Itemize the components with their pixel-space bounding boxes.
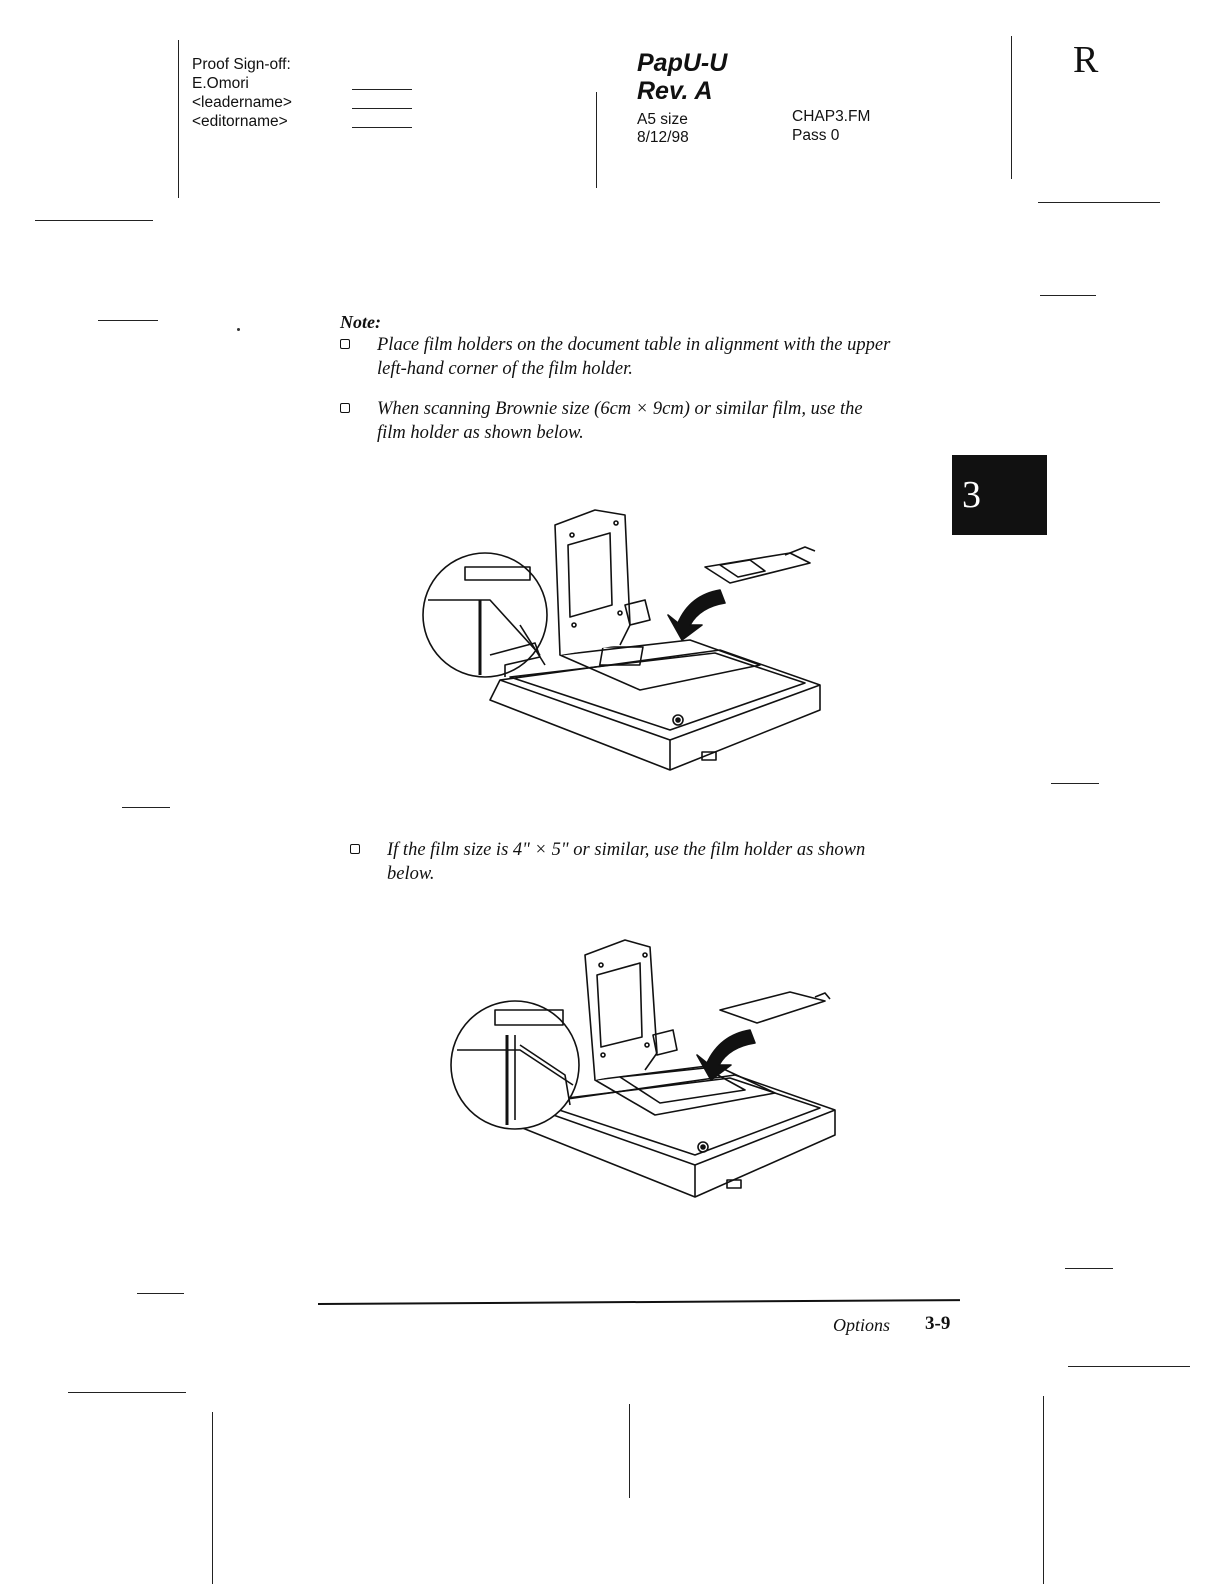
checkbox-bullet-icon (350, 844, 360, 854)
crop-mark (1065, 1268, 1113, 1269)
signature-line (352, 108, 412, 109)
note-item (350, 838, 950, 888)
crop-mark (596, 92, 597, 188)
note-item-line: left-hand corner of the film holder. (377, 359, 633, 379)
note-item-line: film holder as shown below. (377, 423, 584, 443)
footer-rule (318, 1299, 960, 1305)
doc-title-line1: PapU-U (637, 49, 728, 77)
page-number: 3-9 (925, 1313, 951, 1334)
proof-signoff-block (192, 55, 292, 131)
signature-line (352, 89, 412, 90)
signoff-name: <leadername> (192, 94, 292, 111)
note-item-line: below. (387, 864, 435, 884)
right-page-mark: R (1073, 39, 1099, 81)
note-item (340, 397, 940, 447)
signature-line (352, 127, 412, 128)
note-item-line: When scanning Brownie size (6cm × 9cm) or similar film, use the (377, 399, 863, 419)
doc-title-line2: Rev. A (637, 77, 713, 105)
doc-size: A5 size (637, 111, 688, 128)
crop-mark (629, 1404, 630, 1498)
note-title: Note: (340, 312, 381, 332)
crop-mark (1011, 36, 1012, 179)
footer-section: Options (833, 1315, 891, 1335)
note-item-line: Place film holders on the document table in alignment with the upper (377, 335, 891, 355)
crop-mark (178, 40, 179, 198)
scanner-4x5-film-holder-illustration (445, 935, 845, 1205)
note-item-line: If the film size is 4" × 5" or similar, use the film holder as shown (387, 840, 866, 860)
note-item (340, 333, 940, 383)
crop-mark (137, 1293, 184, 1294)
crop-mark (1040, 295, 1096, 296)
doc-title (637, 49, 727, 105)
checkbox-bullet-icon (340, 403, 350, 413)
crop-mark (1068, 1366, 1190, 1367)
scanner-brownie-film-holder-illustration (420, 505, 840, 780)
doc-file: CHAP3.FM (792, 108, 871, 125)
chapter-tab: 3 (952, 455, 1047, 535)
crop-mark (212, 1412, 213, 1584)
signoff-title: Proof Sign-off: (192, 56, 291, 73)
crop-mark (98, 320, 158, 321)
crop-mark (68, 1392, 186, 1393)
signoff-name: E.Omori (192, 75, 249, 92)
crop-mark (1051, 783, 1099, 784)
doc-date: 8/12/98 (637, 129, 689, 146)
stray-dot (237, 328, 240, 331)
crop-mark (1043, 1396, 1044, 1584)
doc-pass: Pass 0 (792, 127, 840, 144)
crop-mark (35, 220, 153, 221)
crop-mark (122, 807, 170, 808)
signoff-name: <editorname> (192, 113, 288, 130)
checkbox-bullet-icon (340, 339, 350, 349)
crop-mark (1038, 202, 1160, 203)
